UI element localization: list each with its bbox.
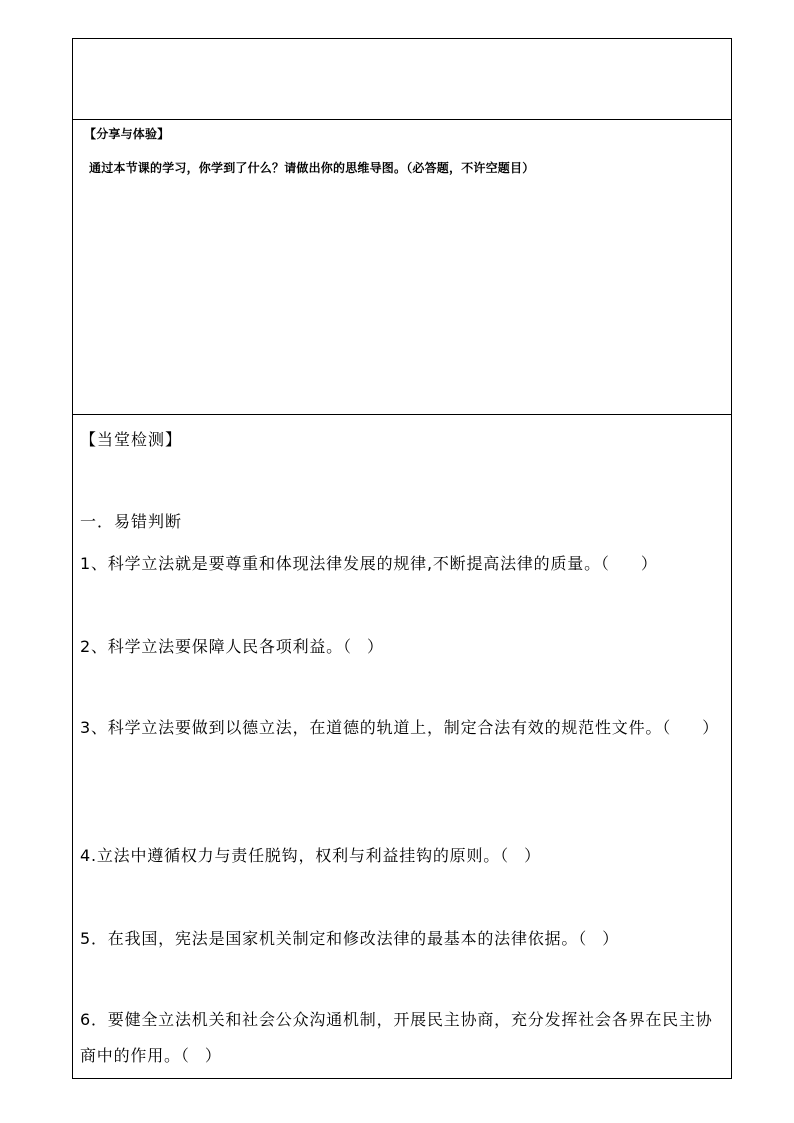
question-text: 1、科学立法就是要尊重和体现法律发展的规律,不断提高法律的质量。 (80, 554, 601, 573)
question-text: 5．在我国，宪法是国家机关制定和修改法律的最基本的法律依据。 (80, 929, 579, 948)
row-divider (73, 414, 731, 415)
question-6 (80, 1002, 726, 1074)
quiz-section-heading: 【当堂检测】 (80, 430, 183, 449)
answer-blank: （ ） (600, 554, 657, 573)
answer-blank: （ ） (342, 637, 383, 656)
share-section-heading: 【分享与体验】 (84, 127, 170, 141)
question-5 (80, 926, 618, 949)
question-text: 4.立法中遵循权力与责任脱钩，权利与利益挂钩的原则。 (80, 846, 501, 865)
row-divider (73, 119, 731, 120)
question-text: 6．要健全立法机关和社会公众沟通机制，开展民主协商，充分发挥社会各界在民主协商中的作用。 (80, 1010, 713, 1065)
answer-blank: （ ） (180, 1046, 221, 1065)
question-3 (80, 710, 726, 746)
answer-blank: （ ） (500, 846, 541, 865)
share-section-prompt: 通过本节课的学习，你学到了什么？请做出你的思维导图。（必答题，不许空题目） (89, 161, 535, 175)
section-title: 一．易错判断 (80, 512, 183, 531)
question-4 (80, 843, 540, 866)
question-text: 3、科学立法要做到以德立法，在道德的轨道上，制定合法有效的规范性文件。 (80, 718, 663, 737)
answer-blank: （ ） (578, 929, 619, 948)
worksheet-table (72, 38, 732, 1079)
blank-answer-cell (73, 39, 731, 119)
question-text: 2、科学立法要保障人民各项利益。 (80, 637, 343, 656)
question-1 (80, 551, 657, 574)
answer-blank: （ ） (662, 718, 719, 737)
question-2 (80, 634, 383, 657)
